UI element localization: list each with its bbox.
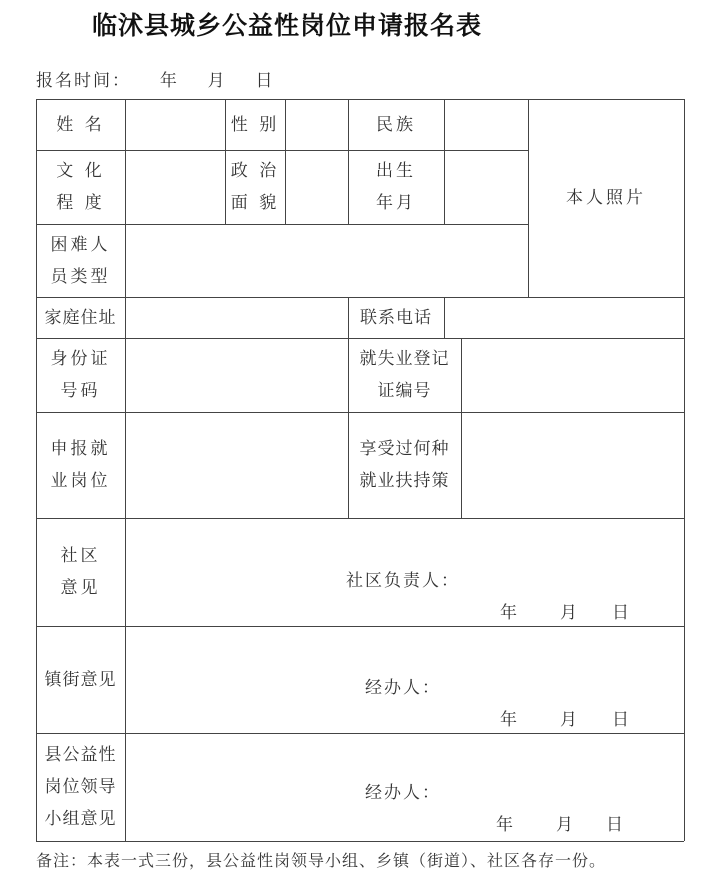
registration-day-label: 日 (255, 71, 275, 91)
education-label-line2: 程 度 (56, 193, 105, 213)
id-label-line2: 号码 (60, 381, 101, 401)
policy-label-line2: 就业扶持策 (359, 471, 450, 491)
ethnicity-field[interactable] (444, 99, 528, 150)
apply-post-field[interactable] (125, 412, 348, 518)
gender-label: 性 别 (230, 114, 280, 135)
birth-label-line2: 年月 (376, 193, 416, 213)
employment-reg-label-line2: 证编号 (377, 381, 432, 401)
birth-field[interactable] (444, 150, 528, 224)
address-label: 家庭住址 (44, 307, 117, 328)
employment-reg-field[interactable] (461, 338, 684, 412)
grid-line (36, 518, 684, 519)
form-border-bottom (36, 841, 684, 842)
birth-label-line1: 出生 (376, 161, 416, 181)
policy-label-line1: 享受过何种 (359, 439, 450, 459)
grid-line (36, 733, 684, 734)
political-label-line1: 政 治 (230, 161, 280, 181)
registration-year-label: 年 (159, 71, 179, 91)
id-field[interactable] (125, 338, 348, 412)
county-opinion-label-line2: 岗位领导 (44, 777, 117, 797)
community-label-line1: 社区 (60, 546, 101, 566)
id-label (36, 338, 125, 412)
hardship-label-line1: 困难人 (50, 234, 111, 255)
apply-post-label-line2: 业岗位 (50, 471, 111, 491)
town-day-label: 日 (612, 710, 629, 730)
community-day-label: 日 (612, 603, 629, 623)
political-field[interactable] (285, 150, 348, 224)
county-month-label: 月 (556, 815, 573, 835)
community-month-label: 月 (560, 603, 577, 623)
county-day-label: 日 (606, 815, 623, 835)
id-label-line1: 身份证 (50, 349, 111, 369)
community-year-label: 年 (500, 603, 517, 623)
employment-reg-label-line1: 就失业登记 (359, 349, 450, 369)
apply-post-label (36, 412, 125, 518)
county-opinion-label-line1: 县公益性 (44, 745, 117, 765)
education-label-line1: 文 化 (56, 161, 105, 181)
county-opinion-label (36, 733, 125, 841)
page-title: 临沭县城乡公益性岗位申请报名表 (92, 11, 483, 40)
community-signer-label: 社区负责人： (346, 571, 460, 591)
phone-label: 联系电话 (360, 307, 432, 328)
registration-date-label: 报名时间： (36, 71, 131, 91)
policy-label (348, 412, 461, 518)
town-year-label: 年 (500, 710, 517, 730)
apply-post-label-line1: 申报就 (50, 439, 111, 459)
hardship-field[interactable] (125, 224, 528, 297)
town-month-label: 月 (560, 710, 577, 730)
address-field[interactable] (125, 297, 348, 338)
town-opinion-label: 镇街意见 (44, 669, 117, 690)
employment-reg-label (348, 338, 461, 412)
form-border-right (684, 99, 685, 841)
policy-field[interactable] (461, 412, 684, 518)
name-field[interactable] (125, 99, 225, 150)
name-label: 姓 名 (56, 114, 105, 135)
county-year-label: 年 (496, 815, 513, 835)
birth-label (348, 150, 444, 224)
education-field[interactable] (125, 150, 225, 224)
grid-line (36, 626, 684, 627)
community-label (36, 518, 125, 626)
county-opinion-label-line3: 小组意见 (44, 809, 117, 829)
hardship-label (36, 224, 125, 297)
photo-area[interactable]: 本人照片 (566, 188, 646, 208)
registration-month-label: 月 (207, 71, 227, 91)
hardship-label-line2: 员类型 (50, 266, 111, 287)
phone-field[interactable] (444, 297, 684, 338)
gender-field[interactable] (285, 99, 348, 150)
community-label-line2: 意见 (60, 578, 101, 598)
education-label (36, 150, 125, 224)
political-label-line2: 面 貌 (230, 193, 280, 213)
form-note: 备注：本表一式三份，县公益性岗领导小组、乡镇（街道）、社区各存一份。 (36, 851, 607, 870)
county-handler-label: 经办人： (365, 783, 441, 803)
town-handler-label: 经办人： (365, 678, 441, 698)
political-label (225, 150, 285, 224)
ethnicity-label: 民族 (376, 114, 416, 135)
